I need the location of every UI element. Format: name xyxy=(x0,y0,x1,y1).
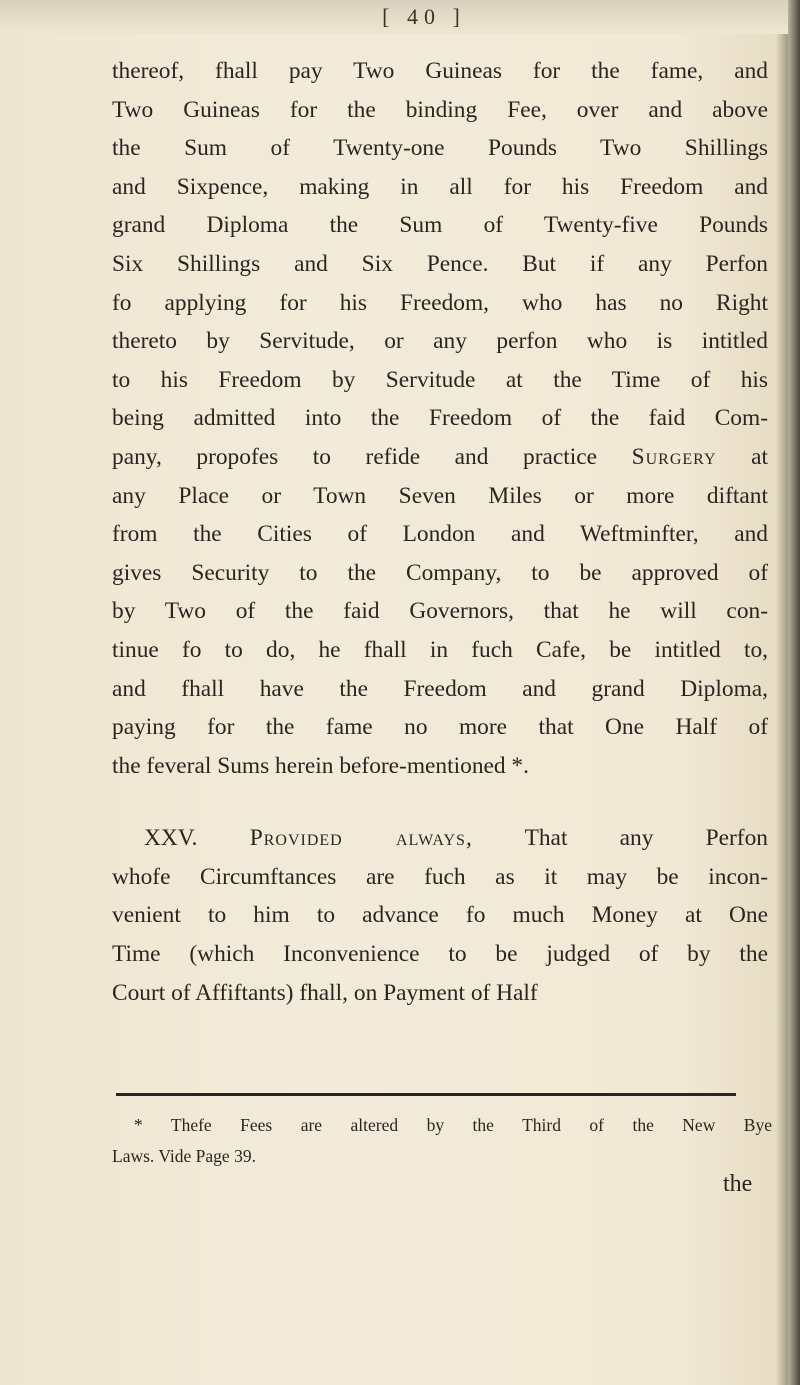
page-right-edge xyxy=(788,0,800,1385)
section-xxv xyxy=(112,819,768,1012)
text-line: fo applying for his Freedom, who has no Right xyxy=(112,289,768,316)
text-line: by Two of the faid Governors, that he will con- xyxy=(112,598,768,625)
text-line-end: at xyxy=(716,443,768,470)
footnote-line: Laws. Vide Page 39. xyxy=(112,1146,256,1166)
footnote-rule xyxy=(116,1093,736,1096)
text-line: being admitted into the Freedom of the faid Com- xyxy=(112,405,768,432)
text-line: Six Shillings and Six Pence. But if any Perfon xyxy=(112,250,768,277)
main-text-block xyxy=(112,52,768,1012)
text-line: thereof, fhall pay Two Guineas for the fame, and xyxy=(112,58,768,84)
text-line: venient to him to advance fo much Money at One xyxy=(112,902,768,929)
text-line-surgery xyxy=(112,438,768,477)
section-lead-small-caps: Provided always, xyxy=(249,825,473,852)
small-caps-surgery: Surgery xyxy=(631,443,717,470)
text-line: to his Freedom by Servitude at the Time of his xyxy=(112,366,768,393)
paragraph-continuation xyxy=(112,52,768,785)
catchword: the xyxy=(723,1171,753,1197)
text-line: whofe Circumftances are fuch as it may be incon- xyxy=(112,863,768,890)
page-number-header: [ 40 ] xyxy=(382,4,466,29)
footnote xyxy=(112,1110,772,1172)
text-line-start: pany, propofes to refide and practice xyxy=(112,443,632,470)
text-line: Court of Affiftants) fhall, on Payment of Half xyxy=(112,979,538,1006)
text-line: thereto by Servitude, or any perfon who is intitled xyxy=(112,328,768,355)
section-first-line-rest: That any Perfon xyxy=(472,825,768,852)
text-line: Two Guineas for the binding Fee, over and above xyxy=(112,96,768,123)
text-line: gives Security to the Company, to be approved of xyxy=(112,559,768,586)
section-number: XXV. xyxy=(144,825,198,852)
footnote-line: * Thefe Fees are altered by the Third of the New Bye xyxy=(134,1115,772,1135)
section-first-line xyxy=(112,819,768,858)
text-line: and Sixpence, making in all for his Freedom and xyxy=(112,173,768,200)
text-line: from the Cities of London and Weftminfter, and xyxy=(112,521,768,548)
text-line: the Sum of Twenty-one Pounds Two Shillings xyxy=(112,135,768,162)
text-line: any Place or Town Seven Miles or more diftant xyxy=(112,482,768,509)
text-line: tinue fo to do, he fhall in fuch Cafe, be intitled to, xyxy=(112,636,768,663)
text-line: the feveral Sums herein before-mentioned *. xyxy=(112,752,529,779)
text-line: paying for the fame no more that One Half of xyxy=(112,714,768,741)
text-line: grand Diploma the Sum of Twenty-five Pounds xyxy=(112,212,768,239)
text-line: and fhall have the Freedom and grand Diploma, xyxy=(112,675,768,702)
text-line: Time (which Inconvenience to be judged of by the xyxy=(112,941,768,968)
